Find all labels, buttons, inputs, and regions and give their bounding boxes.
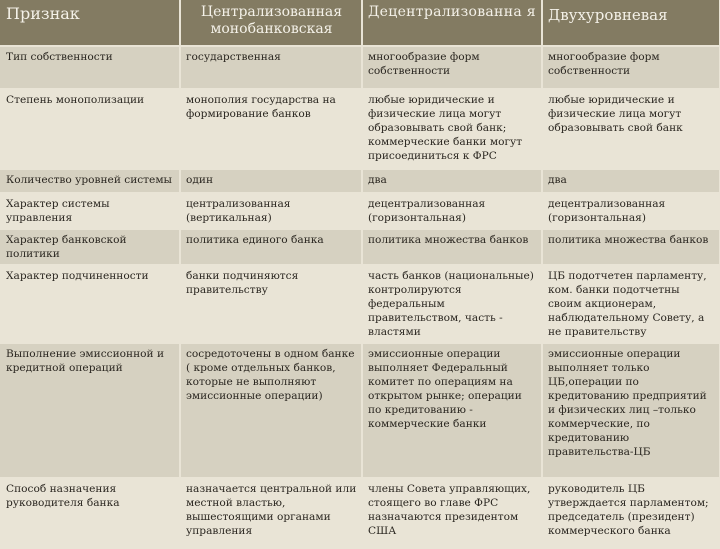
decentralized-cell: любые юридические и физические лица могут образовывать свой банк; коммерческие банки могут присоединиться к ФРС xyxy=(362,89,542,169)
feature-cell: Характер системы управления xyxy=(0,193,180,229)
decentralized-cell: децентрализованная (горизонтальная) xyxy=(362,193,542,229)
centralized-cell: назначается центральной или местной властью, вышестоящими органами управления xyxy=(180,478,362,548)
header-feature: Признак xyxy=(0,0,180,46)
centralized-cell: централизованная (вертикальная) xyxy=(180,193,362,229)
feature-cell: Выполнение эмиссионной и кредитной операций xyxy=(0,343,180,478)
decentralized-cell: политика множества банков xyxy=(362,229,542,265)
table-row xyxy=(0,265,720,343)
table-row xyxy=(0,229,720,265)
feature-cell: Количество уровней системы xyxy=(0,169,180,193)
centralized-cell: политика единого банка xyxy=(180,229,362,265)
feature-cell: Характер подчиненности xyxy=(0,265,180,343)
decentralized-cell: многообразие форм собственности xyxy=(362,46,542,89)
two-tier-cell: многообразие форм собственности xyxy=(542,46,720,89)
feature-cell: Способ назначения руководителя банка xyxy=(0,478,180,548)
two-tier-cell: любые юридические и физические лица могут образовывать свой банк xyxy=(542,89,720,169)
two-tier-cell: руководитель ЦБ утверждается парламентом; председатель (президент) коммерческого банка xyxy=(542,478,720,548)
table-row xyxy=(0,169,720,193)
header-centralized: Централизованная монобанковская xyxy=(180,0,362,46)
two-tier-cell: два xyxy=(542,169,720,193)
decentralized-cell: часть банков (национальные) контролируются федеральным правительством, часть - властями xyxy=(362,265,542,343)
table-row xyxy=(0,89,720,169)
centralized-cell: монополия государства на формирование банков xyxy=(180,89,362,169)
header-decentralized: Децентрализованна я xyxy=(362,0,542,46)
centralized-cell: банки подчиняются правительству xyxy=(180,265,362,343)
centralized-cell: государственная xyxy=(180,46,362,89)
table-row xyxy=(0,478,720,548)
two-tier-cell: ЦБ подотчетен парламенту, ком. банки подотчетны своим акционерам, наблюдательному Совету, а не правительству xyxy=(542,265,720,343)
decentralized-cell: эмиссионные операции выполняет Федеральный комитет по операциям на открытом рынке; операции по кредитованию - коммерческие банки xyxy=(362,343,542,478)
two-tier-cell: децентрализованная (горизонтальная) xyxy=(542,193,720,229)
two-tier-cell: политика множества банков xyxy=(542,229,720,265)
table-row xyxy=(0,343,720,478)
centralized-cell: сосредоточены в одном банке ( кроме отдельных банков, которые не выполняют эмиссионные операции) xyxy=(180,343,362,478)
header-two-tier: Двухуровневая xyxy=(542,0,720,46)
table-row xyxy=(0,193,720,229)
feature-cell: Характер банковской политики xyxy=(0,229,180,265)
two-tier-cell: эмиссионные операции выполняет только ЦБ,операции по кредитованию предприятий и физических лиц –только коммерческие, по кредитованию правительства-ЦБ xyxy=(542,343,720,478)
decentralized-cell: два xyxy=(362,169,542,193)
decentralized-cell: члены Совета управляющих, стоящего во главе ФРС назначаются президентом США xyxy=(362,478,542,548)
feature-cell: Тип собственности xyxy=(0,46,180,89)
header-row xyxy=(0,0,720,46)
centralized-cell: один xyxy=(180,169,362,193)
feature-cell: Степень монополизации xyxy=(0,89,180,169)
table-row xyxy=(0,46,720,89)
